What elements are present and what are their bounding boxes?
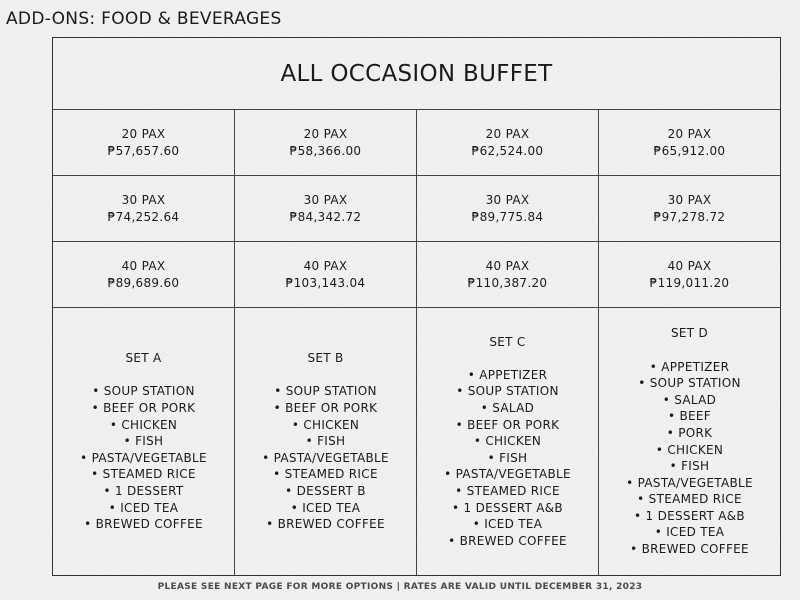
pax-count: 20 PAX: [303, 126, 348, 141]
set-item: • CHICKEN: [444, 433, 571, 450]
price-value: ₱110,387.20: [467, 275, 548, 290]
set-item: • BEEF OR PORK: [444, 417, 571, 434]
pax-count: 20 PAX: [485, 126, 530, 141]
pax-count: 20 PAX: [121, 126, 166, 141]
price-cell: [599, 110, 780, 176]
set-item: • FISH: [626, 458, 753, 475]
set-item: • FISH: [262, 433, 389, 450]
set-name: SET C: [489, 334, 526, 349]
set-item-list: [444, 367, 571, 550]
price-cell: [235, 176, 417, 242]
price-value: ₱89,775.84: [471, 209, 544, 224]
price-value: ₱97,278.72: [653, 209, 726, 224]
price-value: ₱89,689.60: [107, 275, 180, 290]
set-item-list: [80, 383, 207, 532]
set-item: • APPETIZER: [626, 359, 753, 376]
price-cell: [53, 242, 235, 308]
pax-count: 30 PAX: [667, 192, 712, 207]
price-value: ₱74,252.64: [107, 209, 180, 224]
set-item: • BREWED COFFEE: [262, 516, 389, 533]
set-item-list: [262, 383, 389, 532]
price-cell: [235, 110, 417, 176]
price-value: ₱84,342.72: [289, 209, 362, 224]
set-item: • PASTA/VEGETABLE: [80, 450, 207, 467]
set-item: • STEAMED RICE: [262, 466, 389, 483]
set-item: • DESSERT B: [262, 483, 389, 500]
pax-count: 20 PAX: [667, 126, 712, 141]
footer-note: PLEASE SEE NEXT PAGE FOR MORE OPTIONS | RATES ARE VALID UNTIL DECEMBER 31, 2023: [157, 582, 643, 592]
price-cell: [417, 176, 599, 242]
pax-count: 30 PAX: [303, 192, 348, 207]
set-item: • 1 DESSERT A&B: [626, 508, 753, 525]
set-item: • ICED TEA: [262, 500, 389, 517]
set-item: • 1 DESSERT: [80, 483, 207, 500]
price-cell: [235, 242, 417, 308]
set-item: • SOUP STATION: [626, 375, 753, 392]
set-item: • PASTA/VEGETABLE: [444, 466, 571, 483]
set-item: • SOUP STATION: [262, 383, 389, 400]
set-name: SET B: [307, 351, 344, 366]
set-menu-cell: [599, 308, 780, 575]
pax-count: 40 PAX: [667, 258, 712, 273]
set-item: • BEEF OR PORK: [262, 400, 389, 417]
set-item-list: [626, 359, 753, 558]
pax-count: 40 PAX: [303, 258, 348, 273]
set-item: • CHICKEN: [262, 417, 389, 434]
price-cell: [417, 242, 599, 308]
set-item: • STEAMED RICE: [626, 491, 753, 508]
page-title: ADD-ONS: FOOD & BEVERAGES: [6, 9, 282, 29]
price-value: ₱62,524.00: [471, 143, 544, 158]
set-item: • SOUP STATION: [444, 383, 571, 400]
set-item: • BREWED COFFEE: [80, 516, 207, 533]
pax-count: 30 PAX: [121, 192, 166, 207]
set-name: SET A: [125, 351, 162, 366]
price-value: ₱57,657.60: [107, 143, 180, 158]
set-item: • BEEF: [626, 408, 753, 425]
set-item: • SOUP STATION: [80, 383, 207, 400]
set-item: • PASTA/VEGETABLE: [262, 450, 389, 467]
price-value: ₱58,366.00: [289, 143, 362, 158]
set-item: • STEAMED RICE: [444, 483, 571, 500]
set-item: • ICED TEA: [80, 500, 207, 517]
set-item: • ICED TEA: [626, 524, 753, 541]
set-item: • FISH: [80, 433, 207, 450]
set-item: • BREWED COFFEE: [444, 533, 571, 550]
price-cell: [599, 242, 780, 308]
price-value: ₱103,143.04: [285, 275, 366, 290]
set-item: • 1 DESSERT A&B: [444, 500, 571, 517]
set-item: • BREWED COFFEE: [626, 541, 753, 558]
price-cell: [599, 176, 780, 242]
price-value: ₱119,011.20: [649, 275, 730, 290]
set-item: • PASTA/VEGETABLE: [626, 475, 753, 492]
price-cell: [417, 110, 599, 176]
set-item: • APPETIZER: [444, 367, 571, 384]
price-cell: [53, 110, 235, 176]
price-value: ₱65,912.00: [653, 143, 726, 158]
pax-count: 40 PAX: [121, 258, 166, 273]
set-item: • FISH: [444, 450, 571, 467]
set-name: SET D: [670, 326, 709, 341]
set-item: • CHICKEN: [626, 442, 753, 459]
buffet-price-table: [52, 37, 781, 576]
set-item: • CHICKEN: [80, 417, 207, 434]
set-menu-cell: [53, 308, 235, 575]
set-item: • PORK: [626, 425, 753, 442]
set-menu-cell: [417, 308, 599, 575]
set-item: • ICED TEA: [444, 516, 571, 533]
price-cell: [53, 176, 235, 242]
set-menu-cell: [235, 308, 417, 575]
buffet-title: ALL OCCASION BUFFET: [53, 38, 780, 110]
set-item: • SALAD: [626, 392, 753, 409]
set-item: • BEEF OR PORK: [80, 400, 207, 417]
pax-count: 40 PAX: [485, 258, 530, 273]
pax-count: 30 PAX: [485, 192, 530, 207]
set-item: • STEAMED RICE: [80, 466, 207, 483]
set-item: • SALAD: [444, 400, 571, 417]
